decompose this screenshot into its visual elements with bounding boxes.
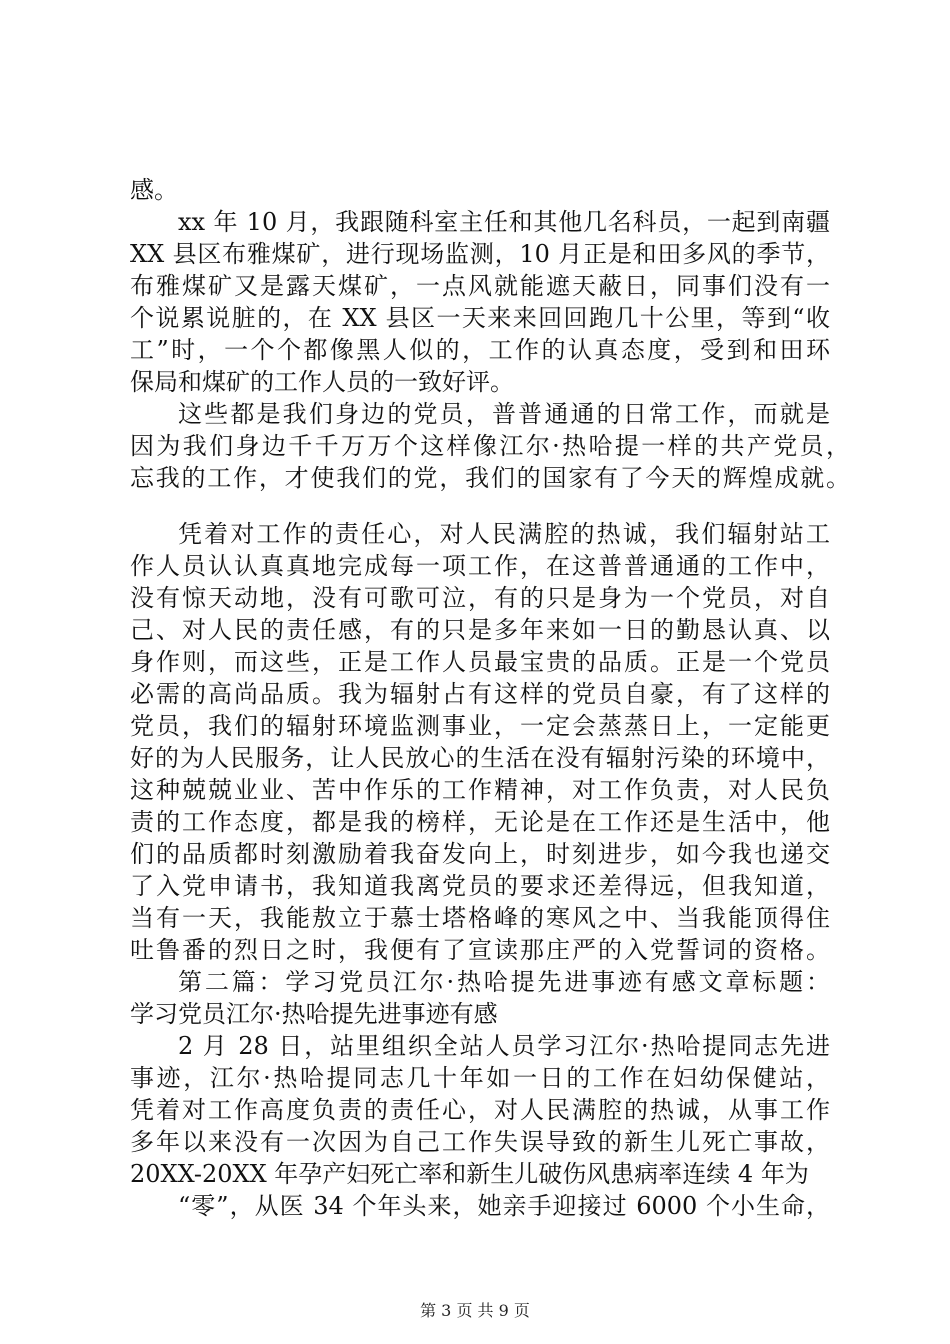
text-line: xx 年 10 月，我跟随科室主任和其他几名科员，一起到南疆	[178, 208, 830, 236]
section-heading: 学习党员江尔·热哈提先进事迹有感	[130, 1000, 498, 1028]
text-line: 凭着对工作高度负责的责任心，对人民满腔的热诚，从事工作	[130, 1096, 830, 1124]
text-line: 忘我的工作，才使我们的党，我们的国家有了今天的辉煌成就。	[130, 464, 850, 492]
text-line: 身作则，而这些，正是工作人员最宝贵的品质。正是一个党员	[130, 648, 830, 676]
text-line: 感。	[130, 176, 178, 204]
text-line: 2 月 28 日，站里组织全站人员学习江尔·热哈提同志先进	[178, 1032, 830, 1060]
text-line: 这种兢兢业业、苦中作乐的工作精神，对工作负责，对人民负	[130, 776, 830, 804]
page-number-footer: 第 3 页 共 9 页	[420, 1301, 530, 1320]
text-line: 作人员认认真真地完成每一项工作，在这普普通通的工作中，	[130, 552, 830, 580]
text-line: 好的为人民服务，让人民放心的生活在没有辐射污染的环境中，	[130, 744, 830, 772]
text-line: 们的品质都时刻激励着我奋发向上，时刻进步，如今我也递交	[130, 840, 830, 868]
text-line: 保局和煤矿的工作人员的一致好评。	[130, 368, 514, 396]
text-line: 当有一天，我能敖立于慕士塔格峰的寒风之中、当我能顶得住	[130, 904, 830, 932]
section-heading: 第二篇：学习党员江尔·热哈提先进事迹有感文章标题：	[178, 968, 830, 996]
text-line: 党员，我们的辐射环境监测事业，一定会蒸蒸日上，一定能更	[130, 712, 830, 740]
text-line: 这些都是我们身边的党员，普普通通的日常工作，而就是	[178, 400, 830, 428]
text-line: 因为我们身边千千万万个这样像江尔·热哈提一样的共产党员，	[130, 432, 850, 460]
text-line: 了入党申请书，我知道我离党员的要求还差得远，但我知道，	[130, 872, 830, 900]
text-line: 己、对人民的责任感，有的只是多年来如一日的勤恳认真、以	[130, 616, 830, 644]
text-line: 必需的高尚品质。我为辐射占有这样的党员自豪，有了这样的	[130, 680, 830, 708]
text-line: 凭着对工作的责任心，对人民满腔的热诚，我们辐射站工	[178, 520, 830, 548]
text-line: “零”，从医 34 个年头来，她亲手迎接过 6000 个小生命，	[178, 1192, 830, 1220]
text-line: 责的工作态度，都是我的榜样，无论是在工作还是生活中，他	[130, 808, 830, 836]
text-line: 没有惊天动地，没有可歌可泣，有的只是身为一个党员，对自	[130, 584, 830, 612]
text-line: 工”时，一个个都像黑人似的，工作的认真态度，受到和田环	[130, 336, 830, 364]
text-line: 个说累说脏的，在 XX 县区一天来来回回跑几十公里，等到“收	[130, 304, 830, 332]
text-line: 多年以来没有一次因为自己工作失误导致的新生儿死亡事故，	[130, 1128, 830, 1156]
text-line: 事迹，江尔·热哈提同志几十年如一日的工作在妇幼保健站，	[130, 1064, 830, 1092]
text-line: 吐鲁番的烈日之时，我便有了宣读那庄严的入党誓词的资格。	[130, 936, 830, 964]
text-line: 20XX-20XX 年孕产妇死亡率和新生儿破伤风患病率连续 4 年为	[130, 1160, 809, 1188]
text-line: XX 县区布雅煤矿，进行现场监测，10 月正是和田多风的季节，	[130, 240, 830, 268]
text-line: 布雅煤矿又是露天煤矿，一点风就能遮天蔽日，同事们没有一	[130, 272, 830, 300]
